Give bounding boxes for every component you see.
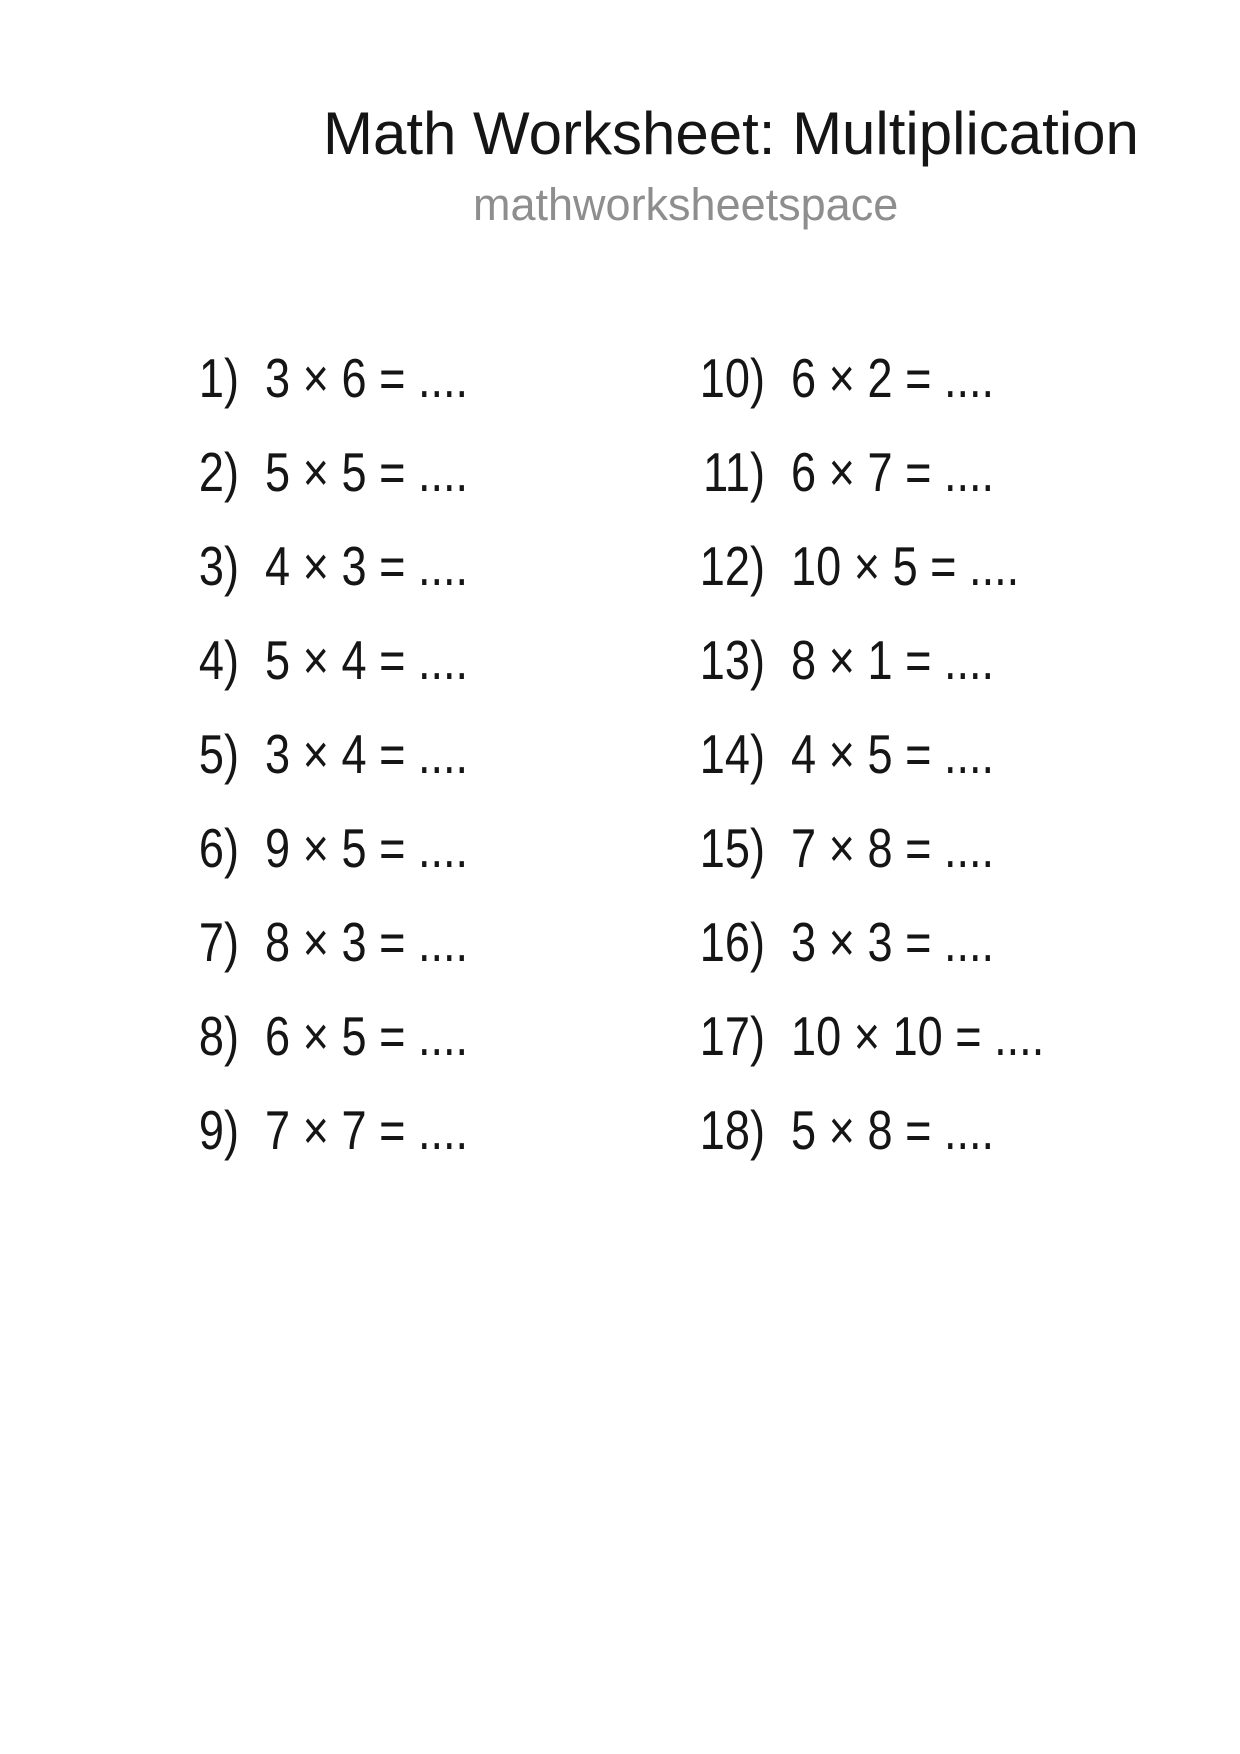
- problem-expression: 4 × 3 = ....: [265, 535, 469, 597]
- problem-expression: 10 × 10 = ....: [791, 1005, 1045, 1067]
- problem-row: [150, 441, 513, 539]
- problem-number: 16): [699, 911, 765, 973]
- problem-expression: 5 × 5 = ....: [265, 441, 469, 503]
- problem-row: [150, 1099, 513, 1197]
- problem-number: 11): [703, 441, 765, 503]
- problem-row: [676, 817, 1100, 915]
- problem-number: 4): [198, 629, 239, 691]
- problem-number: 14): [699, 723, 765, 785]
- problem-number: 7): [198, 911, 239, 973]
- watermark-text: mathworksheetspace: [473, 179, 899, 230]
- problem-expression: 10 × 5 = ....: [791, 535, 1020, 597]
- problem-row: [150, 347, 513, 445]
- problem-expression: 5 × 8 = ....: [791, 1099, 995, 1161]
- problem-expression: 5 × 4 = ....: [265, 629, 469, 691]
- problem-row: [150, 817, 513, 915]
- problem-row: [676, 723, 1100, 821]
- problems-column-right: [676, 347, 1100, 1197]
- problem-expression: 3 × 3 = ....: [791, 911, 995, 973]
- problem-number: 10): [699, 347, 765, 409]
- problem-number: 18): [699, 1099, 765, 1161]
- problem-row: [676, 347, 1100, 445]
- problem-number: 9): [198, 1099, 239, 1161]
- problem-expression: 4 × 5 = ....: [791, 723, 995, 785]
- problem-number: 17): [699, 1005, 765, 1067]
- problem-expression: 8 × 1 = ....: [791, 629, 995, 691]
- problem-number: 13): [699, 629, 765, 691]
- problem-expression: 6 × 2 = ....: [791, 347, 995, 409]
- problem-expression: 3 × 4 = ....: [265, 723, 469, 785]
- problem-expression: 9 × 5 = ....: [265, 817, 469, 879]
- problem-number: 3): [198, 535, 239, 597]
- problem-number: 2): [198, 441, 239, 503]
- problem-row: [150, 535, 513, 633]
- problem-number: 12): [699, 535, 765, 597]
- problem-row: [676, 629, 1100, 727]
- problem-number: 6): [198, 817, 239, 879]
- problem-expression: 6 × 5 = ....: [265, 1005, 469, 1067]
- problem-row: [150, 1005, 513, 1103]
- problem-expression: 7 × 8 = ....: [791, 817, 995, 879]
- problem-row: [150, 723, 513, 821]
- problem-expression: 3 × 6 = ....: [265, 347, 469, 409]
- problem-row: [676, 1005, 1100, 1103]
- problem-expression: 6 × 7 = ....: [791, 441, 995, 503]
- problem-row: [676, 911, 1100, 1009]
- problem-number: 8): [198, 1005, 239, 1067]
- problem-number: 1): [198, 347, 239, 409]
- problem-row: [676, 441, 1100, 539]
- problem-number: 5): [198, 723, 239, 785]
- page-title: Math Worksheet: Multiplication: [323, 100, 1139, 167]
- problem-number: 15): [699, 817, 765, 879]
- problem-expression: 7 × 7 = ....: [265, 1099, 469, 1161]
- problem-row: [676, 1099, 1100, 1197]
- problem-expression: 8 × 3 = ....: [265, 911, 469, 973]
- problems-column-left: [150, 347, 513, 1197]
- problem-row: [150, 911, 513, 1009]
- problem-row: [676, 535, 1100, 633]
- problem-row: [150, 629, 513, 727]
